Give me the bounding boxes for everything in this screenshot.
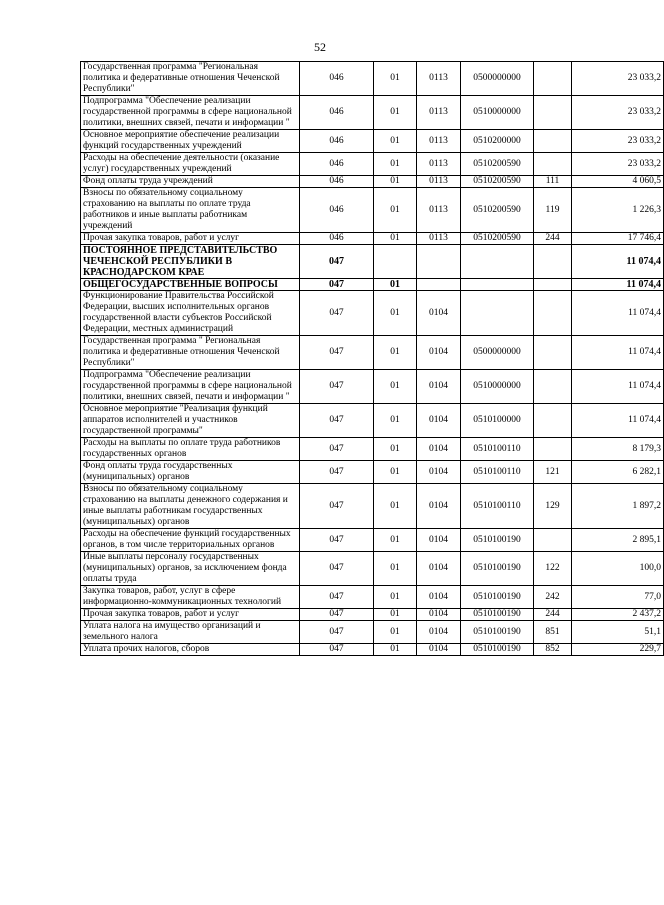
section-code: 01 bbox=[374, 609, 417, 621]
target-article-code bbox=[461, 245, 534, 279]
ministry-code: 047 bbox=[300, 336, 374, 370]
expense-type-code: 119 bbox=[534, 188, 572, 233]
ministry-code: 046 bbox=[300, 233, 374, 245]
ministry-code: 047 bbox=[300, 586, 374, 609]
table-row bbox=[81, 609, 664, 621]
amount: 23 033,2 bbox=[572, 62, 664, 96]
subsection-code: 0113 bbox=[417, 176, 461, 188]
row-name: Расходы на выплаты по оплате труда работников государственных органов bbox=[81, 438, 300, 461]
ministry-code: 046 bbox=[300, 96, 374, 130]
subsection-code: 0104 bbox=[417, 552, 461, 586]
ministry-code: 047 bbox=[300, 279, 374, 291]
table-body bbox=[81, 62, 664, 656]
section-code: 01 bbox=[374, 130, 417, 153]
expense-type-code bbox=[534, 279, 572, 291]
expense-type-code: 111 bbox=[534, 176, 572, 188]
section-code: 01 bbox=[374, 370, 417, 404]
amount: 11 074,4 bbox=[572, 291, 664, 336]
expense-type-code bbox=[534, 62, 572, 96]
subsection-code: 0104 bbox=[417, 370, 461, 404]
target-article-code: 0510100110 bbox=[461, 484, 534, 529]
row-name: Закупка товаров, работ, услуг в сфере информационно-коммуникационных технологий bbox=[81, 586, 300, 609]
row-name: Основное мероприятие "Реализация функций аппаратов исполнителей и участников государственной программы" bbox=[81, 404, 300, 438]
subsection-code: 0113 bbox=[417, 233, 461, 245]
budget-table bbox=[80, 61, 664, 656]
table-row bbox=[81, 291, 664, 336]
target-article-code: 0510000000 bbox=[461, 370, 534, 404]
subsection-code: 0113 bbox=[417, 130, 461, 153]
target-article-code: 0510100190 bbox=[461, 644, 534, 656]
ministry-code: 046 bbox=[300, 176, 374, 188]
row-name: Взносы по обязательному социальному страхованию на выплаты денежного содержания и иные выплаты работникам государственных (муниципальных) органов bbox=[81, 484, 300, 529]
subsection-code: 0113 bbox=[417, 62, 461, 96]
page-number: 52 bbox=[314, 40, 326, 54]
table-row bbox=[81, 586, 664, 609]
expense-type-code bbox=[534, 529, 572, 552]
section-code: 01 bbox=[374, 404, 417, 438]
target-article-code: 0510100190 bbox=[461, 621, 534, 644]
target-article-code: 0510100190 bbox=[461, 609, 534, 621]
amount: 23 033,2 bbox=[572, 153, 664, 176]
ministry-code: 047 bbox=[300, 245, 374, 279]
target-article-code: 0510100110 bbox=[461, 461, 534, 484]
table-row bbox=[81, 153, 664, 176]
amount: 23 033,2 bbox=[572, 96, 664, 130]
ministry-code: 047 bbox=[300, 529, 374, 552]
section-code: 01 bbox=[374, 188, 417, 233]
section-code: 01 bbox=[374, 484, 417, 529]
section-code: 01 bbox=[374, 336, 417, 370]
section-code: 01 bbox=[374, 644, 417, 656]
ministry-code: 047 bbox=[300, 404, 374, 438]
subsection-code bbox=[417, 279, 461, 291]
section-code: 01 bbox=[374, 153, 417, 176]
table-row bbox=[81, 245, 664, 279]
table-row bbox=[81, 621, 664, 644]
section-code: 01 bbox=[374, 291, 417, 336]
expense-type-code bbox=[534, 291, 572, 336]
target-article-code: 0510100000 bbox=[461, 404, 534, 438]
target-article-code bbox=[461, 291, 534, 336]
ministry-code: 047 bbox=[300, 644, 374, 656]
subsection-code bbox=[417, 245, 461, 279]
section-code: 01 bbox=[374, 461, 417, 484]
table-row bbox=[81, 188, 664, 233]
section-code: 01 bbox=[374, 529, 417, 552]
row-name: Уплата налога на имущество организаций и земельного налога bbox=[81, 621, 300, 644]
table-row bbox=[81, 484, 664, 529]
amount: 4 060,5 bbox=[572, 176, 664, 188]
section-code: 01 bbox=[374, 62, 417, 96]
row-name: Прочая закупка товаров, работ и услуг bbox=[81, 233, 300, 245]
row-name: ПОСТОЯННОЕ ПРЕДСТАВИТЕЛЬСТВО ЧЕЧЕНСКОЙ РЕСПУБЛИКИ В КРАСНОДАРСКОМ КРАЕ bbox=[81, 245, 300, 279]
table-row bbox=[81, 176, 664, 188]
expense-type-code bbox=[534, 336, 572, 370]
expense-type-code: 242 bbox=[534, 586, 572, 609]
row-name: Взносы по обязательному социальному страхованию на выплаты по оплате труда работников и иные выплаты работникам учреждений bbox=[81, 188, 300, 233]
table-row bbox=[81, 529, 664, 552]
subsection-code: 0104 bbox=[417, 291, 461, 336]
target-article-code: 0510100190 bbox=[461, 552, 534, 586]
expense-type-code bbox=[534, 370, 572, 404]
row-name: Иные выплаты персоналу государственных (муниципальных) органов, за исключением фонда оплаты труда bbox=[81, 552, 300, 586]
amount: 1 226,3 bbox=[572, 188, 664, 233]
expense-type-code: 121 bbox=[534, 461, 572, 484]
subsection-code: 0104 bbox=[417, 609, 461, 621]
amount: 11 074,4 bbox=[572, 404, 664, 438]
table-row bbox=[81, 404, 664, 438]
table-row bbox=[81, 130, 664, 153]
row-name: Расходы на обеспечение деятельности (оказание услуг) государственных учреждений bbox=[81, 153, 300, 176]
table-row bbox=[81, 96, 664, 130]
target-article-code: 0510200590 bbox=[461, 176, 534, 188]
amount: 1 897,2 bbox=[572, 484, 664, 529]
row-name: Фонд оплаты труда учреждений bbox=[81, 176, 300, 188]
table-row bbox=[81, 644, 664, 656]
table-row bbox=[81, 370, 664, 404]
amount: 11 074,4 bbox=[572, 245, 664, 279]
row-name: Основное мероприятие обеспечение реализации функций государственных учреждений bbox=[81, 130, 300, 153]
ministry-code: 046 bbox=[300, 62, 374, 96]
amount: 6 282,1 bbox=[572, 461, 664, 484]
subsection-code: 0104 bbox=[417, 404, 461, 438]
section-code: 01 bbox=[374, 176, 417, 188]
expense-type-code bbox=[534, 245, 572, 279]
row-name: Подпрограмма "Обеспечение реализации государственной программы в сфере национальной политики, внешних связей, печати и информации " bbox=[81, 370, 300, 404]
ministry-code: 046 bbox=[300, 153, 374, 176]
subsection-code: 0104 bbox=[417, 644, 461, 656]
subsection-code: 0104 bbox=[417, 336, 461, 370]
subsection-code: 0113 bbox=[417, 153, 461, 176]
ministry-code: 047 bbox=[300, 552, 374, 586]
section-code bbox=[374, 245, 417, 279]
amount: 77,0 bbox=[572, 586, 664, 609]
table-row bbox=[81, 279, 664, 291]
target-article-code: 0510200590 bbox=[461, 188, 534, 233]
row-name: Подпрограмма "Обеспечение реализации государственной программы в сфере национальной политики, внешних связей, печати и информации " bbox=[81, 96, 300, 130]
section-code: 01 bbox=[374, 552, 417, 586]
ministry-code: 047 bbox=[300, 370, 374, 404]
amount: 100,0 bbox=[572, 552, 664, 586]
amount: 17 746,4 bbox=[572, 233, 664, 245]
subsection-code: 0104 bbox=[417, 586, 461, 609]
row-name: Прочая закупка товаров, работ и услуг bbox=[81, 609, 300, 621]
table-row bbox=[81, 336, 664, 370]
table-row bbox=[81, 233, 664, 245]
ministry-code: 047 bbox=[300, 621, 374, 644]
row-name: Государственная программа " Региональная политика и федеративные отношения Чеченской Республики" bbox=[81, 336, 300, 370]
subsection-code: 0113 bbox=[417, 96, 461, 130]
expense-type-code bbox=[534, 153, 572, 176]
target-article-code: 0510100110 bbox=[461, 438, 534, 461]
ministry-code: 046 bbox=[300, 130, 374, 153]
expense-type-code bbox=[534, 96, 572, 130]
subsection-code: 0104 bbox=[417, 461, 461, 484]
target-article-code: 0500000000 bbox=[461, 62, 534, 96]
target-article-code bbox=[461, 279, 534, 291]
row-name: Уплата прочих налогов, сборов bbox=[81, 644, 300, 656]
amount: 51,1 bbox=[572, 621, 664, 644]
target-article-code: 0510200590 bbox=[461, 153, 534, 176]
target-article-code: 0510000000 bbox=[461, 96, 534, 130]
expense-type-code: 122 bbox=[534, 552, 572, 586]
amount: 229,7 bbox=[572, 644, 664, 656]
amount: 11 074,4 bbox=[572, 279, 664, 291]
table-row bbox=[81, 461, 664, 484]
amount: 8 179,3 bbox=[572, 438, 664, 461]
row-name: ОБЩЕГОСУДАРСТВЕННЫЕ ВОПРОСЫ bbox=[81, 279, 300, 291]
section-code: 01 bbox=[374, 586, 417, 609]
amount: 11 074,4 bbox=[572, 336, 664, 370]
target-article-code: 0510200000 bbox=[461, 130, 534, 153]
ministry-code: 046 bbox=[300, 188, 374, 233]
expense-type-code bbox=[534, 404, 572, 438]
ministry-code: 047 bbox=[300, 291, 374, 336]
expense-type-code: 852 bbox=[534, 644, 572, 656]
ministry-code: 047 bbox=[300, 609, 374, 621]
amount: 2 437,2 bbox=[572, 609, 664, 621]
row-name: Государственная программа "Региональная политика и федеративные отношения Чеченской Республики" bbox=[81, 62, 300, 96]
amount: 23 033,2 bbox=[572, 130, 664, 153]
section-code: 01 bbox=[374, 438, 417, 461]
subsection-code: 0104 bbox=[417, 621, 461, 644]
ministry-code: 047 bbox=[300, 484, 374, 529]
target-article-code: 0510100190 bbox=[461, 529, 534, 552]
expense-type-code: 244 bbox=[534, 609, 572, 621]
target-article-code: 0510100190 bbox=[461, 586, 534, 609]
table-row bbox=[81, 552, 664, 586]
section-code: 01 bbox=[374, 279, 417, 291]
amount: 11 074,4 bbox=[572, 370, 664, 404]
ministry-code: 047 bbox=[300, 461, 374, 484]
amount: 2 895,1 bbox=[572, 529, 664, 552]
expense-type-code: 851 bbox=[534, 621, 572, 644]
target-article-code: 0510200590 bbox=[461, 233, 534, 245]
row-name: Фонд оплаты труда государственных (муниципальных) органов bbox=[81, 461, 300, 484]
section-code: 01 bbox=[374, 233, 417, 245]
table-row bbox=[81, 438, 664, 461]
expense-type-code: 244 bbox=[534, 233, 572, 245]
section-code: 01 bbox=[374, 621, 417, 644]
subsection-code: 0104 bbox=[417, 484, 461, 529]
expense-type-code: 129 bbox=[534, 484, 572, 529]
subsection-code: 0113 bbox=[417, 188, 461, 233]
subsection-code: 0104 bbox=[417, 529, 461, 552]
section-code: 01 bbox=[374, 96, 417, 130]
row-name: Функционирование Правительства Российской Федерации, высших исполнительных органов государственной власти субъектов Российской Федерации, местных администраций bbox=[81, 291, 300, 336]
ministry-code: 047 bbox=[300, 438, 374, 461]
row-name: Расходы на обеспечение функций государственных органов, в том числе территориальных органов bbox=[81, 529, 300, 552]
table-row bbox=[81, 62, 664, 96]
target-article-code: 0500000000 bbox=[461, 336, 534, 370]
expense-type-code bbox=[534, 438, 572, 461]
subsection-code: 0104 bbox=[417, 438, 461, 461]
expense-type-code bbox=[534, 130, 572, 153]
